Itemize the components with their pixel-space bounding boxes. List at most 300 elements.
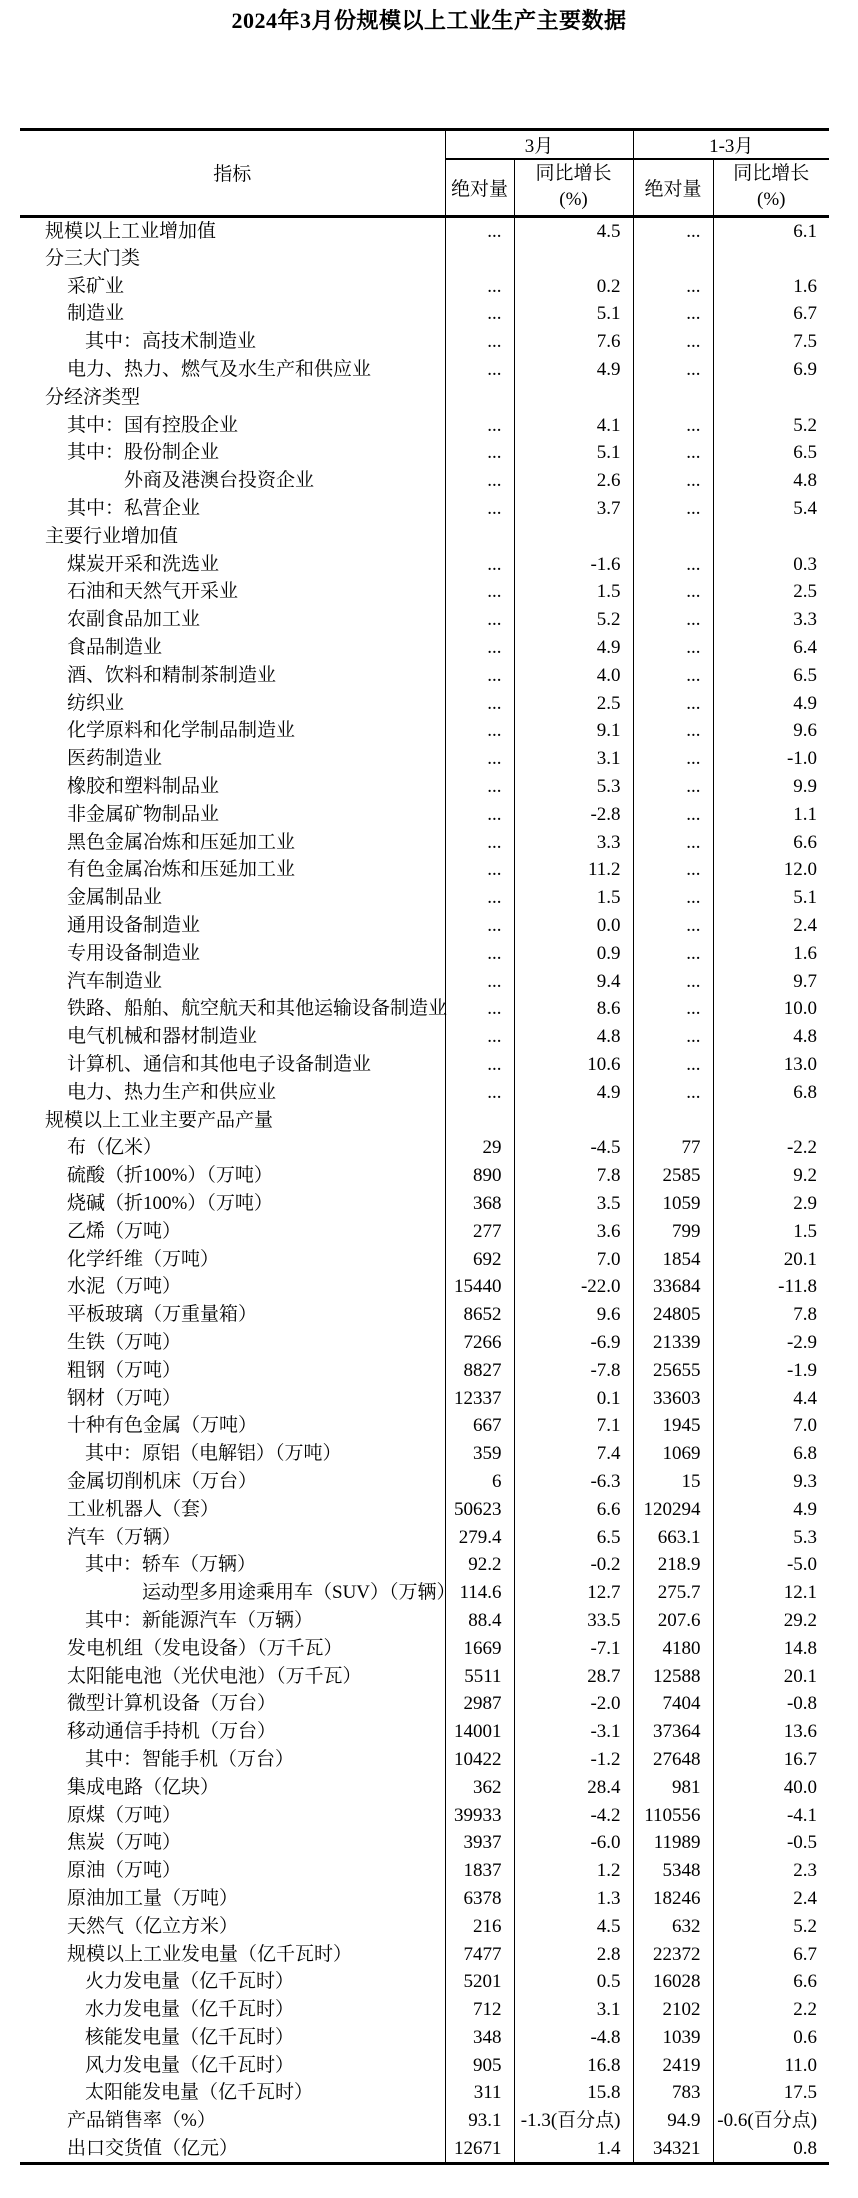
cum-absolute-cell: 94.9	[633, 2107, 713, 2135]
cum-absolute-cell: ...	[633, 328, 713, 356]
table-row	[20, 995, 829, 1023]
march-absolute-cell: ...	[445, 689, 514, 717]
cum-yoy-cell: 0.3	[713, 550, 829, 578]
indicator-cell: 专用设备制造业	[67, 942, 201, 964]
table-row	[20, 1051, 829, 1079]
industrial-data-table	[20, 128, 829, 2165]
cum-yoy-cell: 14.8	[713, 1634, 829, 1662]
indicator-cell: 其中：新能源汽车（万辆）	[85, 1609, 314, 1631]
march-absolute-cell: ...	[445, 328, 514, 356]
indicator-cell: 出口交货值（亿元）	[67, 2137, 239, 2159]
cum-yoy-cell: 0.6	[713, 2024, 829, 2052]
indicator-cell: 分经济类型	[45, 386, 141, 408]
march-yoy-cell: 7.1	[514, 1412, 633, 1440]
indicator-cell: 化学原料和化学制品制造业	[67, 720, 296, 742]
table-row	[20, 328, 829, 356]
march-absolute-cell: ...	[445, 439, 514, 467]
march-absolute-cell: 3937	[445, 1829, 514, 1857]
march-absolute-cell: 29	[445, 1134, 514, 1162]
march-absolute-cell: ...	[445, 967, 514, 995]
indicator-cell: 其中：原铝（电解铝）（万吨）	[85, 1443, 342, 1465]
march-absolute-cell: ...	[445, 773, 514, 801]
march-yoy-cell: 10.6	[514, 1051, 633, 1079]
indicator-cell: 采矿业	[67, 275, 125, 297]
cum-absolute-cell: ...	[633, 1078, 713, 1106]
indicator-cell: 黑色金属冶炼和压延加工业	[67, 831, 296, 853]
cum-yoy-cell: 5.3	[713, 1523, 829, 1551]
march-absolute-cell: ...	[445, 272, 514, 300]
cum-absolute-cell: 37364	[633, 1718, 713, 1746]
march-yoy-cell: 5.3	[514, 773, 633, 801]
cum-absolute-cell: ...	[633, 1051, 713, 1079]
indicator-cell: 制造业	[67, 303, 125, 325]
indicator-cell: 生铁（万吨）	[67, 1331, 182, 1353]
indicator-cell: 原煤（万吨）	[67, 1804, 182, 1826]
march-yoy-cell: 4.9	[514, 634, 633, 662]
cum-absolute-cell: 16028	[633, 1968, 713, 1996]
table-row	[20, 1356, 829, 1384]
cum-yoy-cell: 6.5	[713, 661, 829, 689]
table-row	[20, 1134, 829, 1162]
march-absolute-cell: 890	[445, 1162, 514, 1190]
march-absolute-cell: ...	[445, 939, 514, 967]
indicator-cell: 水力发电量（亿千瓦时）	[85, 1999, 295, 2021]
indicator-cell: 电力、热力、燃气及水生产和供应业	[67, 359, 372, 381]
march-absolute-cell: 6	[445, 1468, 514, 1496]
cum-absolute-cell: 663.1	[633, 1523, 713, 1551]
cum-yoy-cell	[713, 245, 829, 273]
cum-yoy-cell: -4.1	[713, 1801, 829, 1829]
cum-absolute-cell: 1069	[633, 1440, 713, 1468]
indicator-cell: 工业机器人（套）	[67, 1498, 220, 1520]
indicator-cell: 其中：智能手机（万台）	[85, 1748, 295, 1770]
march-absolute-cell: 7266	[445, 1329, 514, 1357]
cum-yoy-cell: 7.5	[713, 328, 829, 356]
march-absolute-cell	[445, 245, 514, 273]
march-yoy-cell: 0.0	[514, 912, 633, 940]
march-absolute-cell: 905	[445, 2051, 514, 2079]
table-row	[20, 967, 829, 995]
indicator-cell: 水泥（万吨）	[67, 1276, 182, 1298]
cum-yoy-cell: -11.8	[713, 1273, 829, 1301]
march-yoy-cell: 0.2	[514, 272, 633, 300]
cum-absolute-cell: 7404	[633, 1690, 713, 1718]
march-yoy-cell: 1.5	[514, 884, 633, 912]
indicator-cell: 其中：轿车（万辆）	[85, 1554, 257, 1576]
cum-yoy-cell: -0.8	[713, 1690, 829, 1718]
march-yoy-cell: -1.3(百分点)	[514, 2107, 633, 2135]
march-yoy-cell: 7.0	[514, 1245, 633, 1273]
march-yoy-cell: 9.4	[514, 967, 633, 995]
march-yoy-cell: 3.5	[514, 1190, 633, 1218]
march-absolute-cell: 15440	[445, 1273, 514, 1301]
table-row	[20, 272, 829, 300]
table-row	[20, 606, 829, 634]
table-row	[20, 1607, 829, 1635]
cum-yoy-cell: 2.4	[713, 912, 829, 940]
march-absolute-cell: 348	[445, 2024, 514, 2052]
cum-yoy-cell: -5.0	[713, 1551, 829, 1579]
col-header-indicator: 指标	[20, 130, 445, 217]
indicator-cell: 汽车（万辆）	[67, 1526, 182, 1548]
cum-absolute-cell: 22372	[633, 1940, 713, 1968]
indicator-cell: 运动型多用途乘用车（SUV）（万辆）	[142, 1582, 456, 1604]
march-absolute-cell: ...	[445, 661, 514, 689]
cum-yoy-cell: 3.3	[713, 606, 829, 634]
cum-absolute-cell: 981	[633, 1773, 713, 1801]
cum-yoy-cell: 9.3	[713, 1468, 829, 1496]
cum-yoy-cell: 20.1	[713, 1245, 829, 1273]
table-row	[20, 439, 829, 467]
table-row	[20, 495, 829, 523]
indicator-cell: 原油（万吨）	[67, 1860, 182, 1882]
indicator-cell: 电力、热力生产和供应业	[67, 1081, 277, 1103]
cum-absolute-cell: ...	[633, 661, 713, 689]
indicator-cell: 十种有色金属（万吨）	[67, 1415, 258, 1437]
march-yoy-cell: 7.8	[514, 1162, 633, 1190]
march-yoy-cell: 3.1	[514, 1996, 633, 2024]
table-row	[20, 1912, 829, 1940]
indicator-cell: 移动通信手持机（万台）	[67, 1721, 277, 1743]
table-row	[20, 1523, 829, 1551]
march-absolute-cell: 692	[445, 1245, 514, 1273]
indicator-cell: 石油和天然气开采业	[67, 581, 239, 603]
march-yoy-cell: -3.1	[514, 1718, 633, 1746]
table-row	[20, 2024, 829, 2052]
indicator-cell: 规模以上工业主要产品产量	[45, 1109, 274, 1131]
indicator-cell: 规模以上工业增加值	[45, 220, 217, 242]
march-absolute-cell: 277	[445, 1217, 514, 1245]
march-absolute-cell: 12671	[445, 2135, 514, 2164]
table-row	[20, 745, 829, 773]
march-yoy-cell: -4.2	[514, 1801, 633, 1829]
march-absolute-cell: ...	[445, 356, 514, 384]
indicator-cell: 原油加工量（万吨）	[67, 1887, 239, 1909]
march-absolute-cell: ...	[445, 634, 514, 662]
cum-absolute-cell: ...	[633, 495, 713, 523]
march-yoy-cell: 3.6	[514, 1217, 633, 1245]
table-row	[20, 828, 829, 856]
cum-yoy-cell: 7.8	[713, 1301, 829, 1329]
cum-absolute-cell: ...	[633, 300, 713, 328]
march-yoy-cell: 28.4	[514, 1773, 633, 1801]
cum-yoy-cell: 5.2	[713, 1912, 829, 1940]
march-yoy-cell: -7.1	[514, 1634, 633, 1662]
cum-yoy-cell: 40.0	[713, 1773, 829, 1801]
cum-yoy-cell: 2.5	[713, 578, 829, 606]
cum-yoy-cell: 6.7	[713, 1940, 829, 1968]
table-row	[20, 1162, 829, 1190]
march-yoy-cell: 33.5	[514, 1607, 633, 1635]
march-yoy-cell: 4.0	[514, 661, 633, 689]
indicator-cell: 分三大门类	[45, 247, 141, 269]
march-yoy-cell: 4.5	[514, 1912, 633, 1940]
cum-yoy-cell: 6.5	[713, 439, 829, 467]
cum-absolute-cell: 207.6	[633, 1607, 713, 1635]
cum-absolute-cell: ...	[633, 800, 713, 828]
cum-yoy-cell: 2.4	[713, 1885, 829, 1913]
table-row	[20, 1384, 829, 1412]
march-absolute-cell: 368	[445, 1190, 514, 1218]
cum-yoy-cell: 4.4	[713, 1384, 829, 1412]
march-yoy-cell: 6.6	[514, 1495, 633, 1523]
march-yoy-cell: -1.6	[514, 550, 633, 578]
cum-absolute-cell: 275.7	[633, 1579, 713, 1607]
table-row	[20, 1968, 829, 1996]
march-absolute-cell: 311	[445, 2079, 514, 2107]
table-header	[20, 130, 829, 217]
table-row	[20, 856, 829, 884]
march-absolute-cell: ...	[445, 495, 514, 523]
cum-absolute-cell: 110556	[633, 1801, 713, 1829]
march-absolute-cell: 50623	[445, 1495, 514, 1523]
march-absolute-cell: ...	[445, 745, 514, 773]
march-yoy-cell: 8.6	[514, 995, 633, 1023]
cum-absolute-cell: 25655	[633, 1356, 713, 1384]
cum-absolute-cell: 1945	[633, 1412, 713, 1440]
table-row	[20, 1885, 829, 1913]
table-row	[20, 2079, 829, 2107]
march-absolute-cell: ...	[445, 856, 514, 884]
indicator-cell: 微型计算机设备（万台）	[67, 1693, 277, 1715]
cum-yoy-cell: 6.6	[713, 828, 829, 856]
march-yoy-cell: 7.6	[514, 328, 633, 356]
indicator-cell: 天然气（亿立方米）	[67, 1915, 239, 1937]
indicator-cell: 农副食品加工业	[67, 609, 201, 631]
indicator-cell: 焦炭（万吨）	[67, 1832, 182, 1854]
march-absolute-cell	[445, 383, 514, 411]
march-yoy-cell: 1.5	[514, 578, 633, 606]
cum-yoy-cell: 1.6	[713, 939, 829, 967]
cum-absolute-cell: 12588	[633, 1662, 713, 1690]
indicator-cell: 橡胶和塑料制品业	[67, 776, 220, 798]
cum-yoy-cell: 13.6	[713, 1718, 829, 1746]
col-group-march: 3月	[445, 130, 633, 160]
march-yoy-cell: -22.0	[514, 1273, 633, 1301]
indicator-cell: 其中：私营企业	[67, 498, 201, 520]
table-row	[20, 1245, 829, 1273]
march-yoy-cell: 5.2	[514, 606, 633, 634]
table-row	[20, 245, 829, 273]
march-absolute-cell: ...	[445, 216, 514, 245]
cum-absolute-cell: 218.9	[633, 1551, 713, 1579]
march-yoy-cell: -7.8	[514, 1356, 633, 1384]
header-group-row	[20, 130, 829, 160]
table-row	[20, 1857, 829, 1885]
cum-absolute-cell: 11989	[633, 1829, 713, 1857]
cum-absolute-cell: ...	[633, 773, 713, 801]
march-absolute-cell: 1837	[445, 1857, 514, 1885]
march-yoy-cell: 4.9	[514, 356, 633, 384]
march-absolute-cell: 6378	[445, 1885, 514, 1913]
cum-absolute-cell: ...	[633, 689, 713, 717]
march-yoy-cell: -0.2	[514, 1551, 633, 1579]
march-yoy-cell: 9.6	[514, 1301, 633, 1329]
march-yoy-cell: 6.5	[514, 1523, 633, 1551]
cum-absolute-cell: 77	[633, 1134, 713, 1162]
table-row	[20, 1468, 829, 1496]
cum-yoy-cell: -0.6(百分点)	[713, 2107, 829, 2135]
cum-absolute-cell: 2102	[633, 1996, 713, 2024]
cum-absolute-cell: ...	[633, 216, 713, 245]
march-yoy-cell: 1.2	[514, 1857, 633, 1885]
march-yoy-cell: 2.5	[514, 689, 633, 717]
march-absolute-cell: 92.2	[445, 1551, 514, 1579]
indicator-cell: 铁路、船舶、航空航天和其他运输设备制造业	[67, 998, 448, 1020]
march-yoy-cell: 11.2	[514, 856, 633, 884]
cum-yoy-cell: 5.2	[713, 411, 829, 439]
yoy-growth-label: 同比增长	[733, 163, 810, 185]
table-row	[20, 1996, 829, 2024]
table-row	[20, 356, 829, 384]
indicator-cell: 核能发电量（亿千瓦时）	[85, 2026, 295, 2048]
march-yoy-cell: 1.3	[514, 1885, 633, 1913]
table-row	[20, 1690, 829, 1718]
table-row	[20, 1106, 829, 1134]
indicator-cell: 产品销售率（%）	[67, 2110, 216, 2132]
cum-yoy-cell: 10.0	[713, 995, 829, 1023]
cum-absolute-cell: 1039	[633, 2024, 713, 2052]
cum-absolute-cell	[633, 1106, 713, 1134]
table-row	[20, 467, 829, 495]
march-absolute-cell: 5511	[445, 1662, 514, 1690]
cum-absolute-cell: 34321	[633, 2135, 713, 2164]
march-absolute-cell: ...	[445, 411, 514, 439]
table-row	[20, 2107, 829, 2135]
table-row	[20, 1746, 829, 1774]
march-yoy-cell: 15.8	[514, 2079, 633, 2107]
table-row	[20, 773, 829, 801]
table-row	[20, 800, 829, 828]
march-absolute-cell: ...	[445, 912, 514, 940]
cum-yoy-cell: -1.0	[713, 745, 829, 773]
march-yoy-cell: 0.9	[514, 939, 633, 967]
cum-yoy-cell: 20.1	[713, 1662, 829, 1690]
march-absolute-cell: ...	[445, 467, 514, 495]
march-absolute-cell: ...	[445, 550, 514, 578]
indicator-cell: 其中：高技术制造业	[85, 331, 257, 353]
cum-yoy-cell	[713, 522, 829, 550]
table-row	[20, 1634, 829, 1662]
table-row	[20, 522, 829, 550]
table-row	[20, 689, 829, 717]
cum-absolute-cell: ...	[633, 884, 713, 912]
cum-absolute-cell	[633, 383, 713, 411]
col-header-march-absolute: 绝对量	[445, 159, 514, 216]
indicator-cell: 非金属矿物制品业	[67, 803, 220, 825]
table-row	[20, 1801, 829, 1829]
col-header-cum-yoy	[713, 159, 829, 216]
col-header-cum-absolute: 绝对量	[633, 159, 713, 216]
cum-absolute-cell: ...	[633, 745, 713, 773]
march-yoy-cell: 7.4	[514, 1440, 633, 1468]
table-row	[20, 661, 829, 689]
cum-yoy-cell: 2.2	[713, 1996, 829, 2024]
table-row	[20, 300, 829, 328]
march-yoy-cell: -1.2	[514, 1746, 633, 1774]
indicator-cell: 布（亿米）	[67, 1137, 163, 1159]
indicator-cell: 乙烯（万吨）	[67, 1220, 182, 1242]
march-yoy-cell	[514, 245, 633, 273]
indicator-cell: 纺织业	[67, 692, 125, 714]
cum-absolute-cell: 799	[633, 1217, 713, 1245]
cum-absolute-cell: ...	[633, 550, 713, 578]
cum-absolute-cell: 4180	[633, 1634, 713, 1662]
cum-yoy-cell: -1.9	[713, 1356, 829, 1384]
table-row	[20, 634, 829, 662]
march-absolute-cell: ...	[445, 300, 514, 328]
indicator-cell: 太阳能发电量（亿千瓦时）	[85, 2082, 314, 2104]
march-absolute-cell	[445, 1106, 514, 1134]
table-row	[20, 884, 829, 912]
march-yoy-cell: -6.3	[514, 1468, 633, 1496]
march-absolute-cell	[445, 522, 514, 550]
march-absolute-cell: 216	[445, 1912, 514, 1940]
indicator-cell: 计算机、通信和其他电子设备制造业	[67, 1054, 372, 1075]
cum-absolute-cell: 1059	[633, 1190, 713, 1218]
indicator-cell: 规模以上工业发电量（亿千瓦时）	[67, 1943, 353, 1965]
indicator-cell: 硫酸（折100%）（万吨）	[67, 1165, 273, 1187]
march-absolute-cell: 14001	[445, 1718, 514, 1746]
indicator-cell: 煤炭开采和洗选业	[67, 553, 220, 575]
cum-absolute-cell: ...	[633, 1023, 713, 1051]
indicator-cell: 太阳能电池（光伏电池）（万千瓦）	[67, 1665, 362, 1687]
table-row	[20, 1412, 829, 1440]
march-yoy-cell: 4.8	[514, 1023, 633, 1051]
cum-yoy-cell: -2.9	[713, 1329, 829, 1357]
table-row	[20, 1078, 829, 1106]
indicator-cell: 平板玻璃（万重量箱）	[67, 1304, 258, 1326]
indicator-cell: 火力发电量（亿千瓦时）	[85, 1971, 295, 1993]
table-row	[20, 912, 829, 940]
cum-yoy-cell: 6.6	[713, 1968, 829, 1996]
cum-yoy-cell: 1.6	[713, 272, 829, 300]
cum-yoy-cell: 13.0	[713, 1051, 829, 1079]
cum-yoy-cell: 7.0	[713, 1412, 829, 1440]
march-yoy-cell: 0.1	[514, 1384, 633, 1412]
indicator-cell: 金属制品业	[67, 887, 163, 909]
cum-absolute-cell: 33684	[633, 1273, 713, 1301]
indicator-cell: 风力发电量（亿千瓦时）	[85, 2054, 295, 2076]
march-yoy-cell: 2.8	[514, 1940, 633, 1968]
cum-yoy-cell: 1.1	[713, 800, 829, 828]
march-absolute-cell: ...	[445, 578, 514, 606]
indicator-cell: 通用设备制造业	[67, 915, 201, 937]
march-absolute-cell: 39933	[445, 1801, 514, 1829]
cum-absolute-cell: ...	[633, 356, 713, 384]
cum-absolute-cell: 2585	[633, 1162, 713, 1190]
table-row	[20, 1023, 829, 1051]
cum-absolute-cell: 18246	[633, 1885, 713, 1913]
table-row	[20, 578, 829, 606]
march-absolute-cell: ...	[445, 1078, 514, 1106]
march-absolute-cell: 8827	[445, 1356, 514, 1384]
march-absolute-cell: 8652	[445, 1301, 514, 1329]
table-row	[20, 216, 829, 245]
cum-yoy-cell: 29.2	[713, 1607, 829, 1635]
march-yoy-cell: -4.8	[514, 2024, 633, 2052]
indicator-cell: 汽车制造业	[67, 970, 163, 992]
cum-yoy-cell: -2.2	[713, 1134, 829, 1162]
cum-yoy-cell: 2.3	[713, 1857, 829, 1885]
indicator-cell: 金属切削机床（万台）	[67, 1470, 258, 1492]
cum-absolute-cell	[633, 522, 713, 550]
yoy-growth-label: 同比增长	[535, 163, 612, 185]
cum-absolute-cell: 24805	[633, 1301, 713, 1329]
march-yoy-cell: 9.1	[514, 717, 633, 745]
march-yoy-cell: 5.1	[514, 439, 633, 467]
march-yoy-cell: 3.1	[514, 745, 633, 773]
